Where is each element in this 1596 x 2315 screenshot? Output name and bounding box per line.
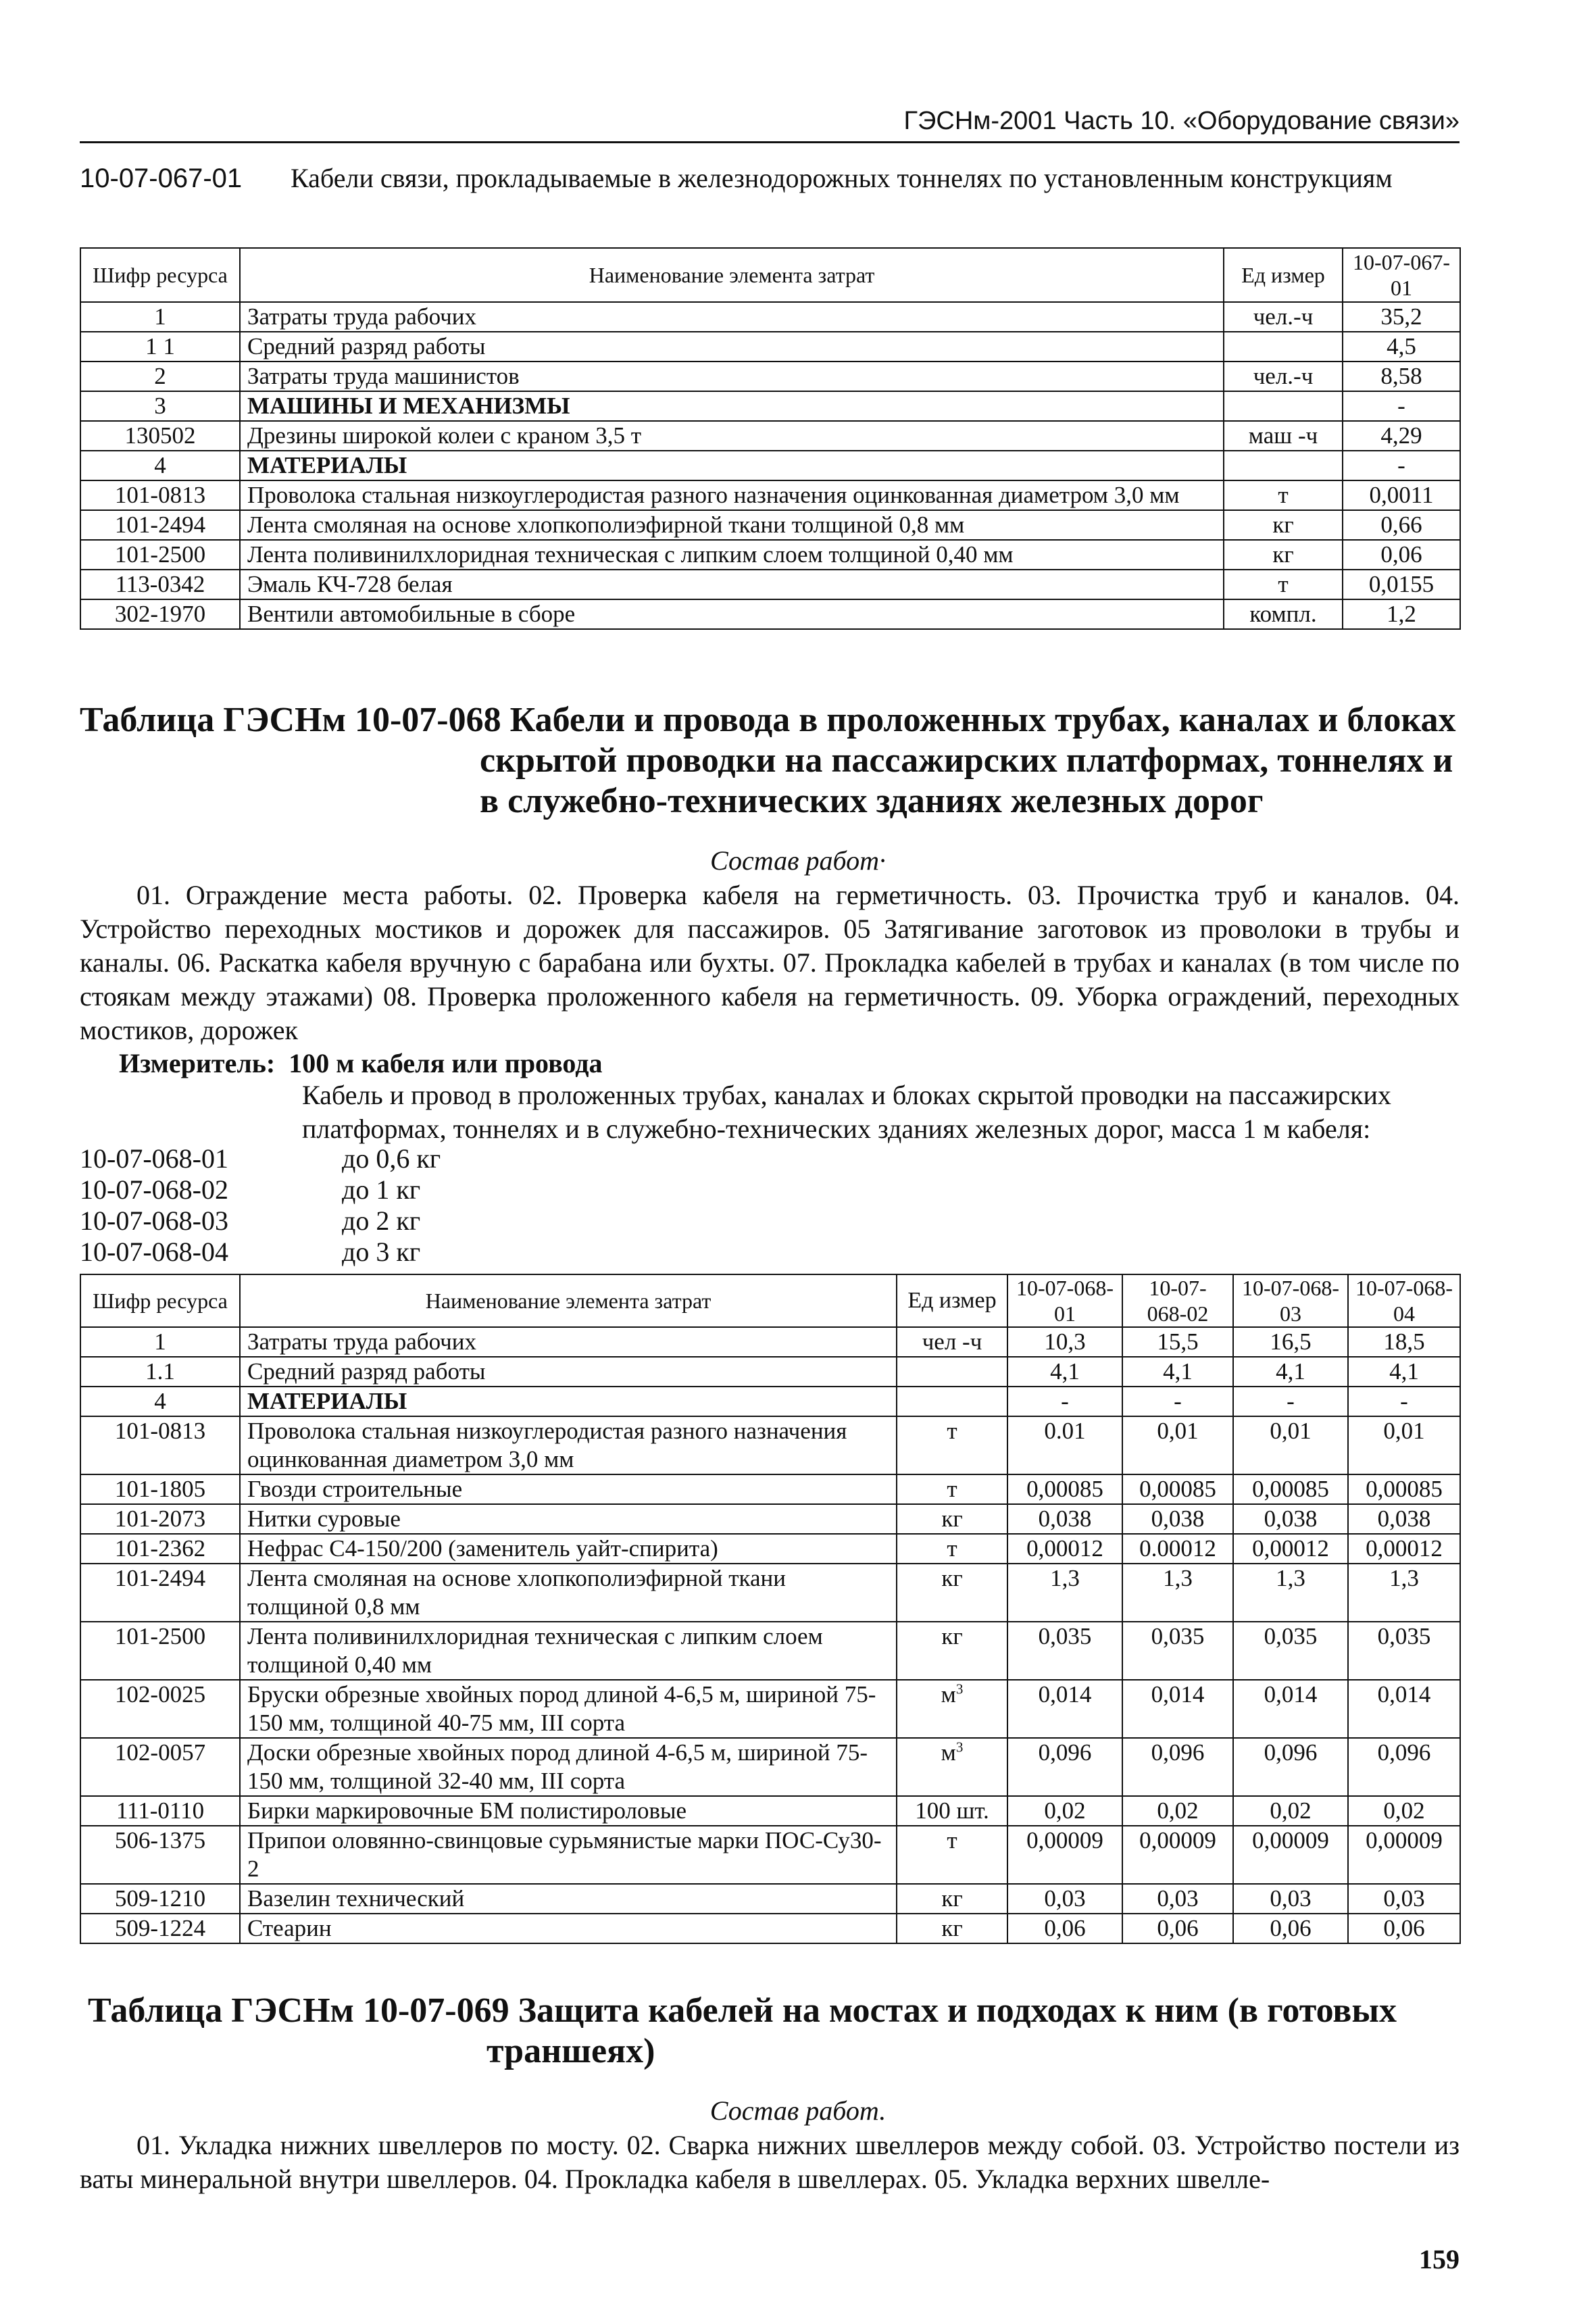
cell-name: Лента смоляная на основе хлопкополиэфирной ткани толщиной 0,8 мм — [240, 510, 1224, 540]
cell-value: - — [1233, 1387, 1348, 1416]
cell-code: 101-2362 — [80, 1534, 240, 1564]
cell-name: Бруски обрезные хвойных пород длиной 4-6,5 м, шириной 75-150 мм, толщиной 40-75 мм, III сорта — [240, 1680, 897, 1738]
cell-name: МАТЕРИАЛЫ — [240, 1387, 897, 1416]
cell-name: МАТЕРИАЛЫ — [240, 451, 1224, 480]
variant-code: 10-07-068-01 — [80, 1143, 228, 1174]
cell-value: 0,035 — [1348, 1622, 1460, 1680]
cell-name: Стеарин — [240, 1914, 897, 1943]
cell-code: 506-1375 — [80, 1826, 240, 1884]
cell-value: 0,014 — [1122, 1680, 1233, 1738]
unit-text: кг — [941, 1915, 963, 1941]
unit-text: т — [947, 1476, 957, 1502]
cell-name: Вазелин технический — [240, 1884, 897, 1914]
cell-name: Нитки суровые — [240, 1504, 897, 1534]
cell-value: 0,00009 — [1007, 1826, 1122, 1884]
cell-value: 0,02 — [1233, 1796, 1348, 1826]
unit-text: кг — [941, 1623, 963, 1649]
cell-name: Припои оловянно-свинцовые сурьмянистые марки ПОС-Су30-2 — [240, 1826, 897, 1884]
cell-code: 509-1224 — [80, 1914, 240, 1943]
table-row — [80, 1564, 1460, 1622]
cell-unit — [897, 1884, 1007, 1914]
cell-unit — [897, 1327, 1007, 1357]
header-unit: Ед измер — [897, 1274, 1007, 1327]
unit-text: т — [947, 1418, 957, 1444]
cell-name: Нефрас С4-150/200 (заменитель уайт-спирита) — [240, 1534, 897, 1564]
cell-value: 0,06 — [1007, 1914, 1122, 1943]
unit-text: кг — [941, 1885, 963, 1912]
cell-unit — [897, 1680, 1007, 1738]
table-row — [80, 1534, 1460, 1564]
measure-line — [119, 1047, 602, 1080]
cell-unit — [1224, 451, 1343, 480]
header-name: Наименование элемента затрат — [240, 1274, 897, 1327]
cell-value: 0,00009 — [1233, 1826, 1348, 1884]
cell-value: 0,02 — [1348, 1796, 1460, 1826]
cell-unit — [897, 1474, 1007, 1504]
cell-name: Средний разряд работы — [240, 332, 1224, 362]
cell-code: 4 — [80, 451, 240, 480]
cell-val: 0,66 — [1343, 510, 1460, 540]
cell-code: 101-2500 — [80, 540, 240, 570]
cell-value: 0,00012 — [1233, 1534, 1348, 1564]
cell-val: 4,29 — [1343, 421, 1460, 451]
cell-unit: маш -ч — [1224, 421, 1343, 451]
cell-name: МАШИНЫ И МЕХАНИЗМЫ — [240, 391, 1224, 421]
cell-unit — [897, 1622, 1007, 1680]
cell-value: 10,3 — [1007, 1327, 1122, 1357]
cell-unit: кг — [1224, 510, 1343, 540]
unit-text: кг — [941, 1565, 963, 1591]
cell-value: 0,06 — [1348, 1914, 1460, 1943]
work-composition-title-069: Состав работ. — [709, 2095, 887, 2126]
cell-value: 1,3 — [1122, 1564, 1233, 1622]
cell-code: 130502 — [80, 421, 240, 451]
page-number: 159 — [1419, 2244, 1460, 2274]
cell-code: 101-2073 — [80, 1504, 240, 1534]
cell-value: 0,01 — [1122, 1416, 1233, 1474]
cell-value: 0,096 — [1007, 1738, 1122, 1796]
header-col: 10-07-067-01 — [1343, 248, 1460, 302]
cell-code: 1 1 — [80, 332, 240, 362]
cell-value: 0.00012 — [1122, 1534, 1233, 1564]
unit-text: т — [947, 1827, 957, 1853]
measure-label: Измеритель: — [119, 1048, 276, 1078]
cell-val: 1,2 — [1343, 599, 1460, 629]
work-composition-text-069: 01. Укладка нижних швеллеров по мосту. 02. Сварка нижних швеллеров между собой. 03. Устройство постели из ваты минеральной внутри швеллеров. 04. Прокладка кабеля в швеллерах. 05. Укладка верхних швелле- — [80, 2130, 1460, 2194]
cell-code: 113-0342 — [80, 570, 240, 599]
table-row — [80, 391, 1460, 421]
cell-unit: компл. — [1224, 599, 1343, 629]
cell-value: 16,5 — [1233, 1327, 1348, 1357]
cell-value: 0,035 — [1122, 1622, 1233, 1680]
caption-code: 10-07-067-01 — [80, 164, 243, 193]
cell-value: 0,038 — [1122, 1504, 1233, 1534]
cell-value: 0,03 — [1122, 1884, 1233, 1914]
table-row — [80, 1796, 1460, 1826]
cell-name: Лента смоляная на основе хлопкополиэфирной ткани толщиной 0,8 мм — [240, 1564, 897, 1622]
cell-unit: чел.-ч — [1224, 362, 1343, 391]
cell-val: 35,2 — [1343, 302, 1460, 332]
header-rule — [80, 141, 1460, 143]
cell-value: 18,5 — [1348, 1327, 1460, 1357]
heading-line: в служебно-технических зданиях железных дорог — [480, 782, 1264, 820]
resource-table-068 — [80, 1274, 1461, 1944]
cell-unit — [897, 1534, 1007, 1564]
variant-text: до 1 кг — [342, 1174, 421, 1205]
cell-name: Средний разряд работы — [240, 1357, 897, 1387]
cell-unit — [897, 1416, 1007, 1474]
cell-code: 102-0057 — [80, 1738, 240, 1796]
cell-code: 101-2494 — [80, 510, 240, 540]
cell-value: 0,038 — [1233, 1504, 1348, 1534]
cell-name: Бирки маркировочные БМ полистироловые — [240, 1796, 897, 1826]
cell-value: 0,00012 — [1007, 1534, 1122, 1564]
running-header: ГЭСНм-2001 Часть 10. «Оборудование связи» — [903, 107, 1460, 135]
cell-val: 0,0011 — [1343, 480, 1460, 510]
unit-text: 100 шт. — [915, 1797, 989, 1824]
cell-code: 101-0813 — [80, 480, 240, 510]
cell-value: 4,1 — [1348, 1357, 1460, 1387]
table-row — [80, 480, 1460, 510]
table-row — [80, 421, 1460, 451]
cell-value: 0,038 — [1007, 1504, 1122, 1534]
cell-code: 3 — [80, 391, 240, 421]
cell-value: 0,014 — [1233, 1680, 1348, 1738]
table-row — [80, 1884, 1460, 1914]
cell-value: 0,038 — [1348, 1504, 1460, 1534]
header-code: Шифр ресурса — [80, 248, 240, 302]
cell-value: 1,3 — [1348, 1564, 1460, 1622]
variant-text: до 2 кг — [342, 1205, 421, 1236]
cell-value: 0,035 — [1007, 1622, 1122, 1680]
cell-unit — [897, 1564, 1007, 1622]
header-col-4: 10-07-068-04 — [1348, 1274, 1460, 1327]
cell-code: 101-0813 — [80, 1416, 240, 1474]
cell-value: 4,1 — [1007, 1357, 1122, 1387]
cell-val: - — [1343, 391, 1460, 421]
cell-name: Дрезины широкой колеи с краном 3,5 т — [240, 421, 1224, 451]
table-row — [80, 332, 1460, 362]
table-row — [80, 599, 1460, 629]
unit-text: т — [947, 1535, 957, 1562]
variant-code: 10-07-068-04 — [80, 1237, 228, 1267]
header-col-3: 10-07-068-03 — [1233, 1274, 1348, 1327]
cell-value: 1,3 — [1007, 1564, 1122, 1622]
unit-text: чел -ч — [922, 1328, 982, 1355]
unit-text: м — [941, 1681, 956, 1708]
heading-line: Таблица ГЭСНм 10-07-069 Защита кабелей на мостах и подходах к ним (в готовых — [88, 1991, 1397, 2030]
measure-value: 100 м кабеля или провода — [289, 1048, 603, 1078]
variant-code: 10-07-068-03 — [80, 1205, 228, 1236]
table-row — [80, 302, 1460, 332]
table-row — [80, 451, 1460, 480]
cell-code: 2 — [80, 362, 240, 391]
cell-unit — [897, 1738, 1007, 1796]
table-heading-069 — [88, 1991, 1493, 2072]
unit-text: м — [941, 1739, 956, 1766]
cell-value: 0,00009 — [1122, 1826, 1233, 1884]
cell-value: 0,00085 — [1122, 1474, 1233, 1504]
cell-name: Доски обрезные хвойных пород длиной 4-6,5 м, шириной 75-150 мм, толщиной 32-40 мм, III сорта — [240, 1738, 897, 1796]
unit-text: кг — [941, 1505, 963, 1532]
cell-name: Проволока стальная низкоуглеродистая разного назначения оцинкованная диаметром 3,0 мм — [240, 480, 1224, 510]
cell-code: 4 — [80, 1387, 240, 1416]
cell-value: 0,00085 — [1007, 1474, 1122, 1504]
cell-value: 0,096 — [1233, 1738, 1348, 1796]
header-col-2: 10-07-068-02 — [1122, 1274, 1233, 1327]
cell-value: 4,1 — [1233, 1357, 1348, 1387]
header-col-1: 10-07-068-01 — [1007, 1274, 1122, 1327]
cell-value: 0,03 — [1348, 1884, 1460, 1914]
unit-superscript: 3 — [955, 1739, 964, 1756]
cell-unit: кг — [1224, 540, 1343, 570]
heading-line: Таблица ГЭСНм 10-07-068 Кабели и провода в проложенных трубах, каналах и блоках — [80, 701, 1456, 739]
header-code: Шифр ресурса — [80, 1274, 240, 1327]
cell-value: 0,035 — [1233, 1622, 1348, 1680]
cell-val: 8,58 — [1343, 362, 1460, 391]
cell-unit — [897, 1504, 1007, 1534]
work-composition-text: 01. Ограждение места работы. 02. Проверка кабеля на герметичность. 03. Прочистка труб и каналов. 04. Устройство переходных мостиков и дорожек для пассажиров. 05 Затягивание заготовок из проволоки в трубы и каналы. 06. Раскатка кабеля вручную с барабана или бухты. 07. Прокладка кабелей в трубах и каналах (в том числе по стоякам между этажами) 08. Проверка проложенного кабеля на герметичность. 09. Уборка ограждений, переходных мостиков, дорожек — [80, 880, 1460, 1045]
table-row — [80, 1826, 1460, 1884]
table-row — [80, 1327, 1460, 1357]
cell-code: 302-1970 — [80, 599, 240, 629]
cell-code: 101-2500 — [80, 1622, 240, 1680]
cell-value: 0.01 — [1007, 1416, 1122, 1474]
cell-value: 4,1 — [1122, 1357, 1233, 1387]
cell-val: 0,06 — [1343, 540, 1460, 570]
cell-unit: т — [1224, 570, 1343, 599]
cell-value: 0,06 — [1233, 1914, 1348, 1943]
cell-val: 4,5 — [1343, 332, 1460, 362]
cell-unit: чел.-ч — [1224, 302, 1343, 332]
cell-code: 1 — [80, 302, 240, 332]
cell-code: 1.1 — [80, 1357, 240, 1387]
caption-title: Кабели связи, прокладываемые в железнодорожных тоннелях по установленным конструкциям — [291, 163, 1393, 193]
header-name: Наименование элемента затрат — [240, 248, 1224, 302]
cell-value: 0,096 — [1122, 1738, 1233, 1796]
table-heading-068 — [80, 700, 1485, 822]
cell-value: 0,03 — [1007, 1884, 1122, 1914]
cell-value: 0,00012 — [1348, 1534, 1460, 1564]
table-row — [80, 1387, 1460, 1416]
table-row — [80, 1416, 1460, 1474]
cell-value: 0,01 — [1348, 1416, 1460, 1474]
cell-code: 102-0025 — [80, 1680, 240, 1738]
cell-value: 1,3 — [1233, 1564, 1348, 1622]
table-row — [80, 510, 1460, 540]
cell-name: Затраты труда рабочих — [240, 1327, 897, 1357]
cell-unit: т — [1224, 480, 1343, 510]
cell-value: 0,014 — [1007, 1680, 1122, 1738]
measure-description: Кабель и провод в проложенных трубах, каналах и блоках скрытой проводки на пассажирских платформах, тоннелях и в служебно-технических зданиях железных дорог, масса 1 м кабеля: — [302, 1080, 1391, 1144]
cell-code: 111-0110 — [80, 1796, 240, 1826]
cell-value: 0,03 — [1233, 1884, 1348, 1914]
resource-table-067 — [80, 247, 1461, 630]
cell-val: 0,0155 — [1343, 570, 1460, 599]
cell-value: 0,096 — [1348, 1738, 1460, 1796]
cell-value: 0,00085 — [1348, 1474, 1460, 1504]
cell-value: 0,01 — [1233, 1416, 1348, 1474]
header-unit: Ед измер — [1224, 248, 1343, 302]
cell-unit — [897, 1357, 1007, 1387]
table-row — [80, 1622, 1460, 1680]
variant-text: до 0,6 кг — [342, 1143, 441, 1174]
cell-name: Затраты труда рабочих — [240, 302, 1224, 332]
cell-name: Лента поливинилхлоридная техническая с липким слоем толщиной 0,40 мм — [240, 540, 1224, 570]
cell-name: Вентили автомобильные в сборе — [240, 599, 1224, 629]
cell-value: 15,5 — [1122, 1327, 1233, 1357]
cell-code: 101-1805 — [80, 1474, 240, 1504]
cell-unit — [897, 1914, 1007, 1943]
cell-name: Проволока стальная низкоуглеродистая разного назначения оцинкованная диаметром 3,0 мм — [240, 1416, 897, 1474]
cell-name: Гвозди строительные — [240, 1474, 897, 1504]
table-row — [80, 1738, 1460, 1796]
variant-text: до 3 кг — [342, 1237, 421, 1267]
table-row — [80, 540, 1460, 570]
unit-superscript: 3 — [955, 1681, 964, 1697]
work-composition-title: Состав работ· — [710, 845, 886, 876]
cell-unit — [1224, 332, 1343, 362]
cell-value: - — [1122, 1387, 1233, 1416]
cell-unit — [897, 1796, 1007, 1826]
table-row — [80, 1357, 1460, 1387]
table-row — [80, 1914, 1460, 1943]
cell-code: 1 — [80, 1327, 240, 1357]
cell-value: - — [1348, 1387, 1460, 1416]
cell-code: 101-2494 — [80, 1564, 240, 1622]
cell-name: Лента поливинилхлоридная техническая с липким слоем толщиной 0,40 мм — [240, 1622, 897, 1680]
cell-value: 0,06 — [1122, 1914, 1233, 1943]
variant-code: 10-07-068-02 — [80, 1174, 228, 1205]
table-row — [80, 362, 1460, 391]
cell-value: - — [1007, 1387, 1122, 1416]
table-row — [80, 570, 1460, 599]
cell-value: 0,02 — [1007, 1796, 1122, 1826]
cell-val: - — [1343, 451, 1460, 480]
table-row — [80, 1680, 1460, 1738]
cell-unit — [897, 1387, 1007, 1416]
cell-value: 0,02 — [1122, 1796, 1233, 1826]
cell-value: 0,014 — [1348, 1680, 1460, 1738]
table-row — [80, 1504, 1460, 1534]
cell-value: 0,00085 — [1233, 1474, 1348, 1504]
cell-value: 0,00009 — [1348, 1826, 1460, 1884]
heading-line: скрытой проводки на пассажирских платформах, тоннелях и — [480, 741, 1453, 780]
cell-name: Затраты труда машинистов — [240, 362, 1224, 391]
cell-unit — [1224, 391, 1343, 421]
cell-name: Эмаль КЧ-728 белая — [240, 570, 1224, 599]
heading-line: траншеях) — [487, 2032, 655, 2070]
table-row — [80, 1474, 1460, 1504]
cell-code: 509-1210 — [80, 1884, 240, 1914]
cell-unit — [897, 1826, 1007, 1884]
